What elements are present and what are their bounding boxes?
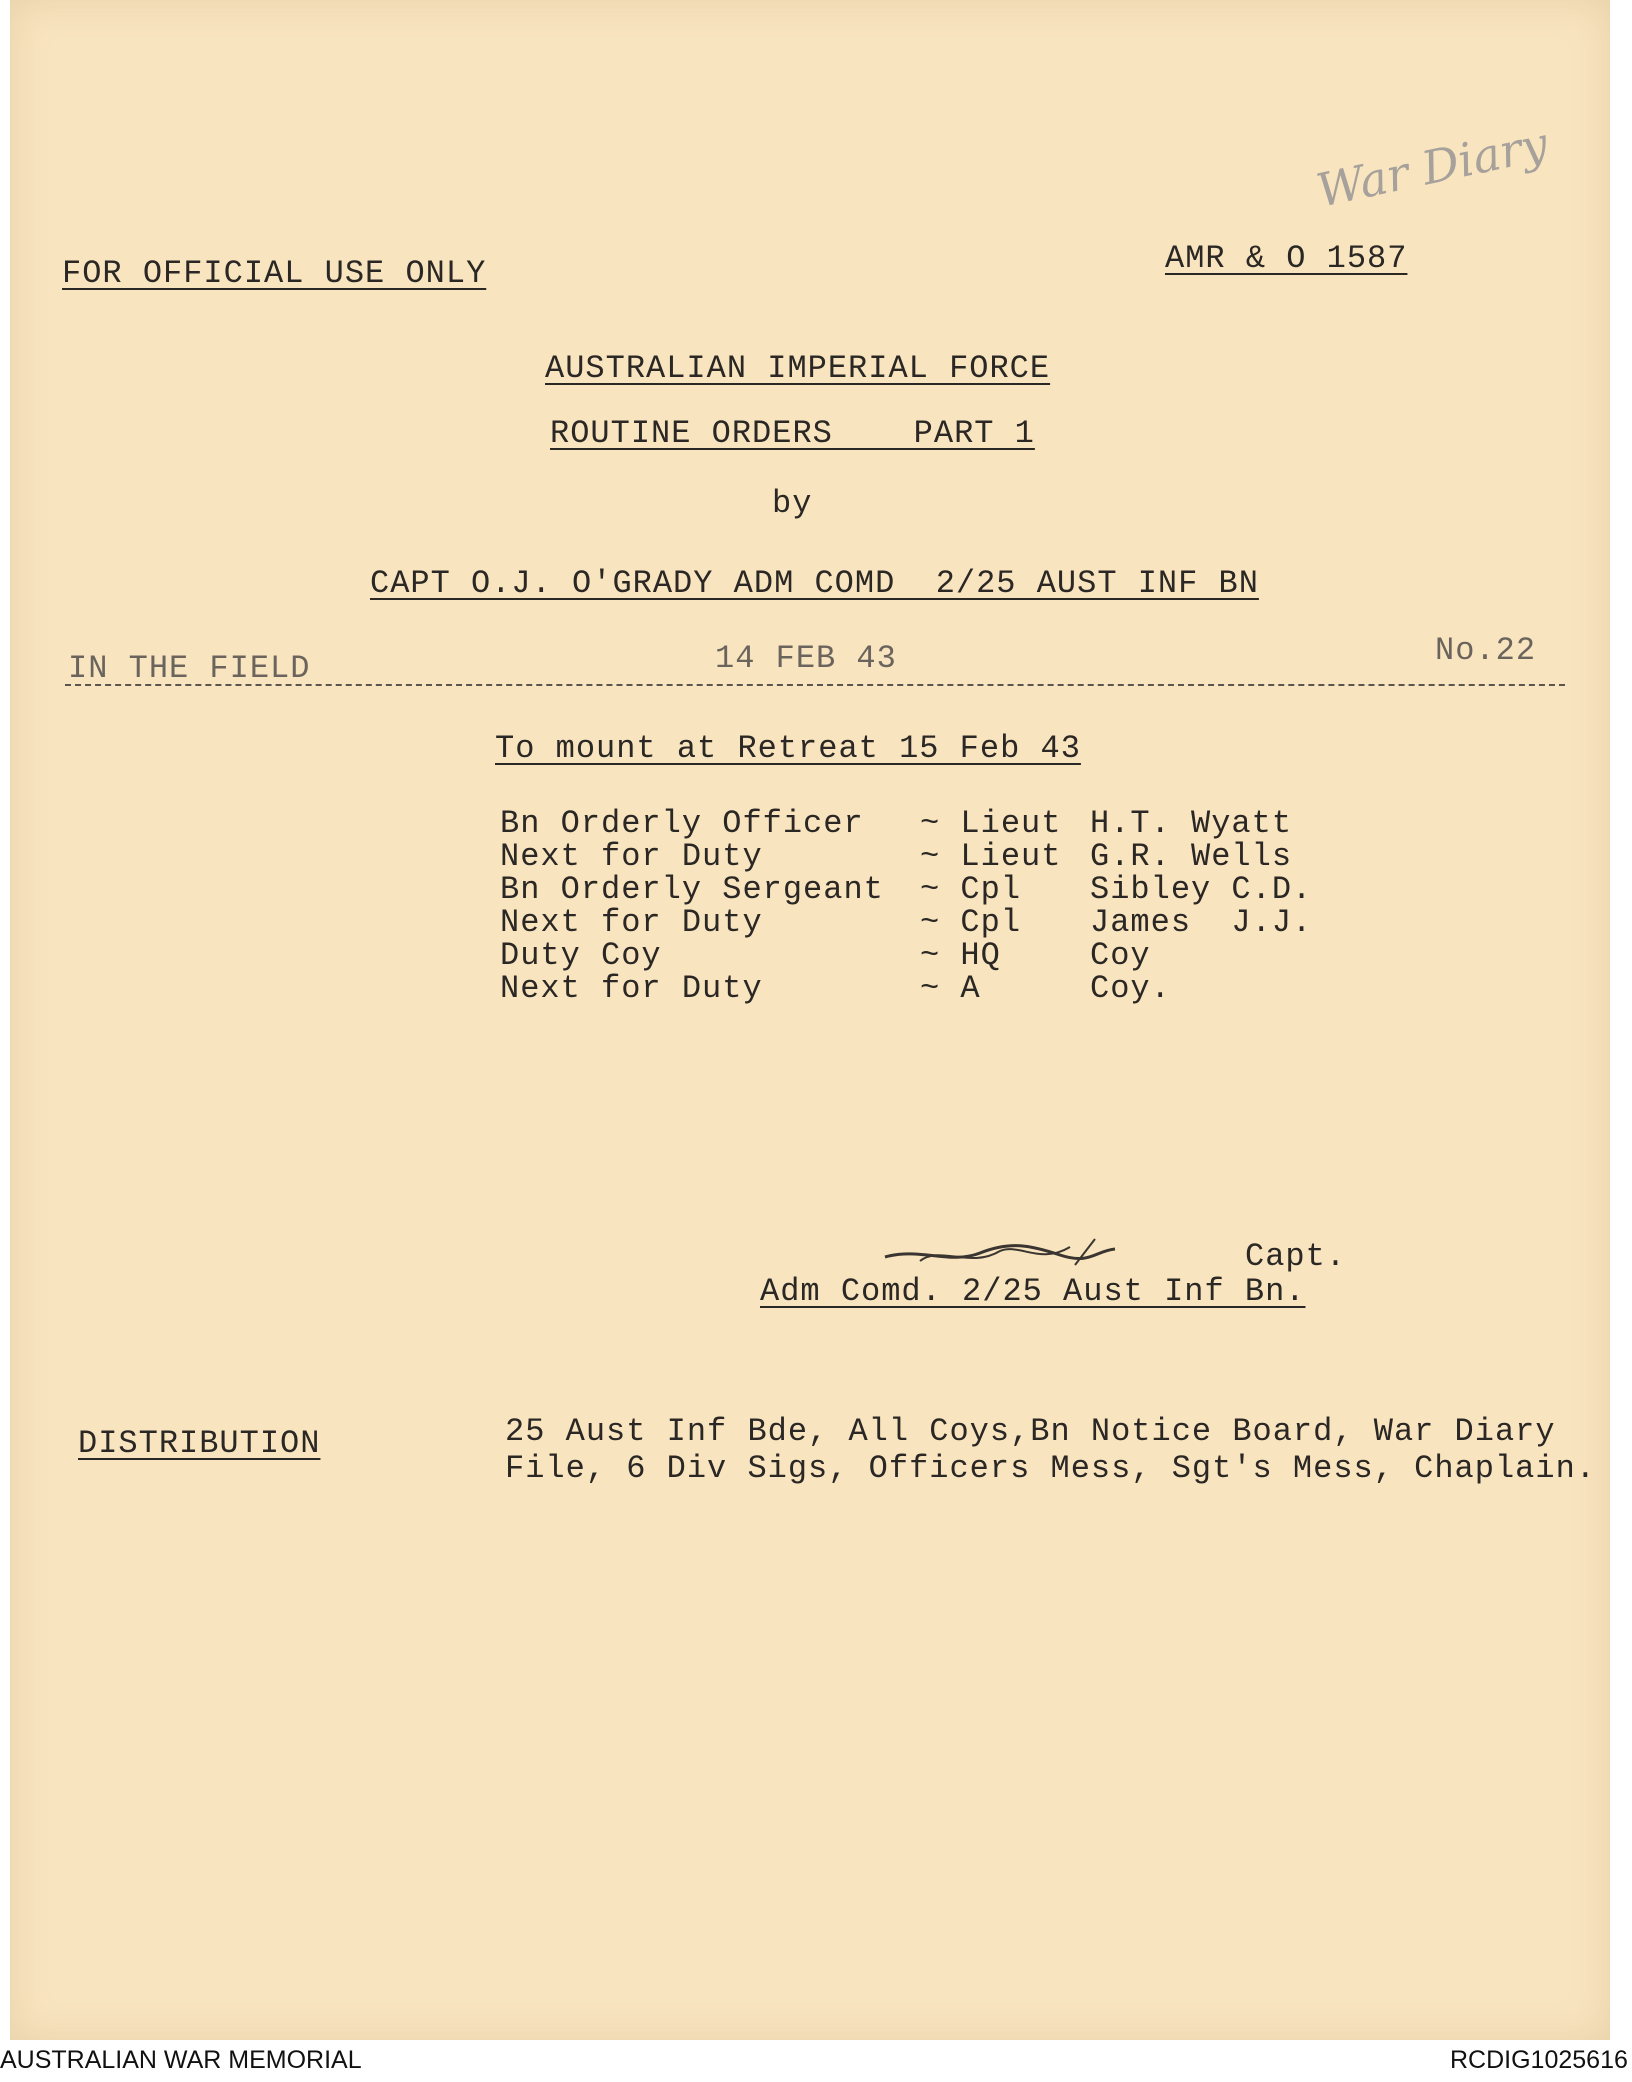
archive-id: RCDIG1025616 (1450, 2046, 1628, 2074)
security-classification: FOR OFFICIAL USE ONLY (62, 255, 487, 292)
order-role: Next for Duty (500, 904, 763, 941)
order-rank: ~ Lieut (920, 805, 1062, 842)
signature-rank: Capt. (1245, 1238, 1347, 1275)
order-name: H.T. Wyatt (1090, 805, 1293, 842)
title-commander: CAPT O.J. O'GRADY ADM COMD 2/25 AUST INF BN (370, 565, 1259, 602)
order-row (500, 970, 1171, 1155)
signature-appointment: Adm Comd. 2/25 Aust Inf Bn. (760, 1273, 1306, 1310)
order-name: Coy. (1090, 970, 1171, 1007)
order-name: Coy (1090, 937, 1151, 974)
order-role: Bn Orderly Officer (500, 805, 864, 842)
distribution-label: DISTRIBUTION (78, 1425, 321, 1462)
order-number: No.22 (1435, 632, 1537, 669)
order-role: Bn Orderly Sergeant (500, 871, 884, 908)
order-name: James J.J. (1090, 904, 1313, 941)
distribution-line-1: 25 Aust Inf Bde, All Coys,Bn Notice Board, War Diary (505, 1413, 1556, 1450)
handwritten-annotation: War Diary (1311, 116, 1553, 218)
form-reference: AMR & O 1587 (1165, 240, 1408, 277)
order-role: Next for Duty (500, 838, 763, 875)
order-rank: ~ A (920, 970, 981, 1007)
order-name: Sibley C.D. (1090, 871, 1313, 908)
order-rank: ~ Cpl (920, 904, 1022, 941)
order-rank: ~ Lieut (920, 838, 1062, 875)
order-role: Duty Coy (500, 937, 662, 974)
distribution-line-2: File, 6 Div Sigs, Officers Mess, Sgt's Mess, Chaplain. (505, 1450, 1596, 1487)
orders-heading: To mount at Retreat 15 Feb 43 (495, 730, 1081, 767)
header-rule (65, 684, 1565, 686)
title-force: AUSTRALIAN IMPERIAL FORCE (545, 350, 1051, 387)
place: IN THE FIELD (68, 650, 311, 687)
order-rank: ~ HQ (920, 937, 1001, 974)
title-orders: ROUTINE ORDERS PART 1 (550, 415, 1035, 452)
order-date: 14 FEB 43 (715, 640, 897, 677)
order-role: Next for Duty (500, 970, 763, 1007)
title-by: by (772, 485, 813, 522)
archive-credit: AUSTRALIAN WAR MEMORIAL (0, 2046, 362, 2074)
order-rank: ~ Cpl (920, 871, 1022, 908)
order-name: G.R. Wells (1090, 838, 1293, 875)
document-page (10, 0, 1610, 2040)
